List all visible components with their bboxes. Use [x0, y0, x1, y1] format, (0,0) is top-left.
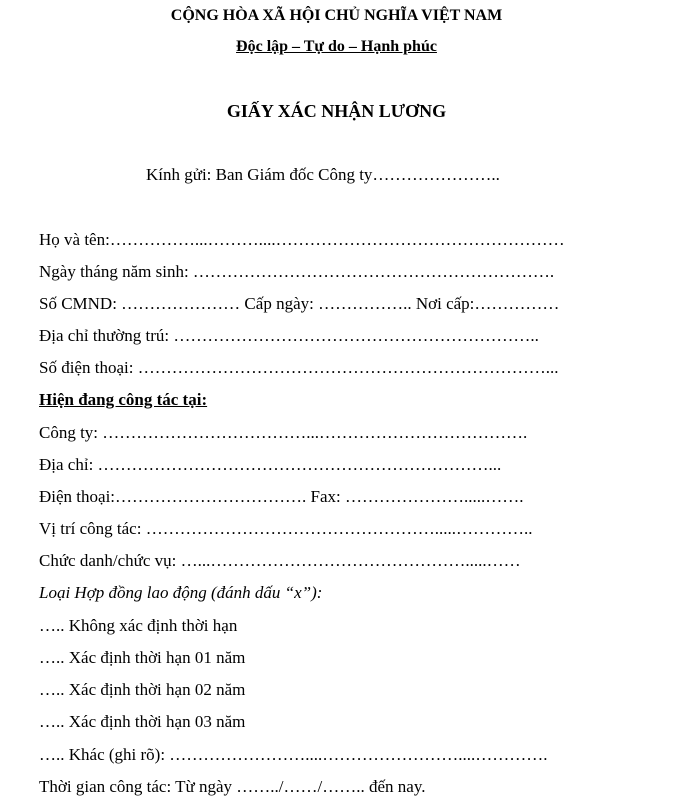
document-title: GIẤY XÁC NHẬN LƯƠNG [226, 101, 447, 121]
contract-option: ….. Xác định thời hạn 01 năm [39, 648, 246, 667]
company-address-field: Địa chỉ: ……………………………………………………………... [39, 455, 502, 474]
birth-date-field: Ngày tháng năm sinh: ………………………………………………………. [39, 262, 555, 281]
id-card-field: Số CMND: ………………… Cấp ngày: …………….. Nơi cấp:…………… [39, 294, 560, 313]
job-title-field: Chức danh/chức vụ: …...……………………………………….....…… [39, 551, 521, 570]
contract-type-heading: Loại Hợp đồng lao động (đánh dấu “x”): [39, 583, 323, 602]
work-section-heading: Hiện đang công tác tại: [39, 390, 208, 409]
nation-header: CỘNG HÒA XÃ HỘI CHỦ NGHĨA VIỆT NAM [170, 7, 503, 24]
full-name-field: Họ và tên:……………...………....…………………………………………… [39, 230, 565, 249]
motto: Độc lập – Tự do – Hạnh phúc [236, 38, 437, 55]
company-field: Công ty: ………………………………...………………………………. [39, 423, 528, 442]
contract-option: ….. Không xác định thời hạn [39, 616, 238, 635]
phone-fax-field: Điện thoại:……………………………. Fax: ………………….....……. [39, 487, 524, 506]
contract-option: ….. Xác định thời hạn 02 năm [39, 680, 246, 699]
contract-option-other: ….. Khác (ghi rõ): ……………………....……………………....…………. [39, 745, 548, 764]
position-field: Vị trí công tác: …………………………………………….....………….. [39, 519, 533, 538]
work-period-field: Thời gian công tác: Từ ngày ……../……/…….. đến nay. [39, 777, 426, 796]
phone-field: Số điện thoại: ………………………………………………………………... [39, 358, 559, 377]
contract-option: ….. Xác định thời hạn 03 năm [39, 712, 246, 731]
address-field: Địa chỉ thường trú: ……………………………………………………….. [39, 326, 539, 345]
salutation: Kính gửi: Ban Giám đốc Công ty………………….. [146, 165, 500, 184]
